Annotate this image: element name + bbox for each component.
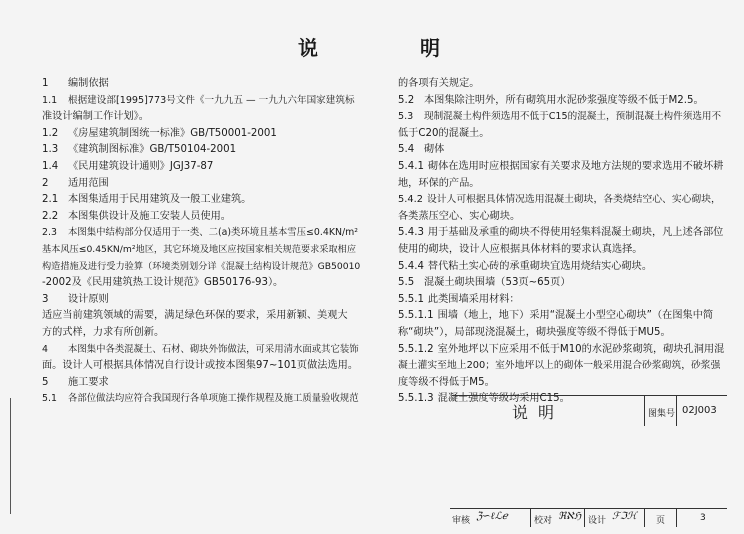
clause-text: 替代粘土实心砖的承重砌块宜选用烧结实心砌块。 [427,260,653,272]
review-label: 审核 [452,516,471,526]
clause-number: 5.5 [398,277,415,289]
text-line [42,259,360,276]
clause-number: 2 [42,177,49,189]
clause-number: 1.4 [42,160,59,172]
text-line [42,126,360,143]
clause-number: 5.5.1.3 [398,393,434,405]
clause-number: 2.2 [42,210,59,222]
clause-text: 《民用建筑设计通则》JGJ37-87 [68,160,214,172]
text-line [42,176,360,193]
clause-number: 5.4.3 [398,227,424,239]
clause-number: 5.3 [398,111,414,123]
clause-text: 用于基础及承重的砌块不得使用轻集料混凝土砌块，凡上述各部位 [427,227,724,239]
page-number: 3 [700,513,706,523]
atlas-no-value: 02J003 [682,405,717,416]
title-block-divider [676,396,677,426]
text-line [398,342,724,359]
clause-text: 本图集供设计及施工安装人员使用。 [68,210,231,222]
clause-text: 室外地坪以下应采用不低于M10的水泥砂浆砌筑，砌块孔洞用混 [437,343,725,355]
clause-text: 《房屋建筑制图统一标准》GB/T50001-2001 [68,127,277,139]
text-line [398,93,724,110]
clause-text: 施工要求 [68,376,109,388]
clause-text: 的各项有关规定。 [398,78,480,89]
clause-text: 混凝土强度等级均采用C15。 [437,393,570,405]
page-label: 页 [656,516,666,526]
text-line [42,342,360,359]
text-line [398,325,724,342]
text-line [42,225,360,242]
clause-number: 5.4.2 [398,194,423,206]
clause-text: 此类围墙采用材料： [427,293,520,305]
clause-text: 称“砌块”），局部现浇混凝土，砌块强度等级不得低于MU5。 [398,326,671,338]
clause-text: 使用的砌块，设计人应根据具体材料的要求认真选择。 [398,243,643,255]
text-line [42,159,360,176]
title-block-divider [644,396,645,426]
clause-text: -2002及《民用建筑热工设计规范》GB50176-93）。 [42,277,284,289]
clause-text: 现制混凝土构件须选用不低于C15的混凝土，预制混凝土构件须选用不 [424,111,722,123]
binding-margin-line [10,398,11,514]
clause-text: 本图集除注明外，所有砌筑用水泥砂浆强度等级不低于M2.5。 [424,94,704,106]
clause-number: 1.1 [42,94,58,106]
text-line [42,391,360,408]
clause-number: 5.1 [42,393,57,405]
check-signature: ℜℵℌ [558,511,582,522]
clause-text: 地，环保的产品。 [398,177,480,189]
text-line [398,375,724,392]
title-block-sheet-title: 说明 [512,403,565,422]
clause-number: 5 [42,376,49,388]
title-char-1: 说 [298,36,318,60]
title-char-2: 明 [420,36,440,60]
clause-text: 根据建设部[1995]773号文件《一九九五 — 一九九六年国家建筑标 [68,94,355,106]
clause-number: 5.2 [398,94,415,106]
text-line [42,375,360,392]
text-line [42,93,360,110]
text-line [42,76,360,93]
clause-text: 设计人可根据具体情况选用混凝土砌块，各类烧结空心、实心砌块， [426,194,721,206]
clause-text: 凝土灌实至地上200；室外地坪以上的砌体一般采用混合砂浆砌筑，砂浆强 [398,360,721,372]
text-line [42,292,360,309]
text-line [398,308,724,325]
clause-number: 5.4.1 [398,160,424,172]
clause-number: 5.4 [398,144,415,156]
page-title [0,32,744,60]
text-line [398,109,724,126]
text-line [42,209,360,226]
text-line [42,109,360,126]
signature-divider [584,509,585,527]
text-line [398,76,724,93]
text-line [42,142,360,159]
text-line [398,358,724,375]
clause-text: 方的式样，力求有所创新。 [42,326,165,338]
clause-number: 5.5.1 [398,293,424,305]
clause-text: 围墙（地上，地下）采用“混凝土小型空心砌块”（在图集中简 [437,310,714,322]
clause-text: 适用范围 [68,177,109,189]
clause-text: 适应当前建筑领域的需要，满足绿色环保的要求，采用新颖、美观大 [42,310,348,322]
clause-text: 各部位做法均应符合我国现行各单项施工操作规程及施工质量验收规范 [68,393,359,405]
clause-number: 4 [42,343,48,355]
signature-divider [530,509,531,527]
clause-text: 砌体 [424,144,445,156]
clause-number: 1.3 [42,144,59,156]
clause-number: 2.1 [42,194,59,206]
clause-text: 准设计编制工作计划》。 [42,111,149,123]
clause-number: 1 [42,78,49,89]
clause-text: 混凝土砌块围墙（53页~65页） [424,277,571,289]
clause-text: 面。设计人可根据具体情况自行设计或按本图集97~101页做法选用。 [42,360,359,372]
atlas-no-label: 图集号 [648,409,676,419]
right-column [398,76,724,408]
clause-text: 编制依据 [68,78,109,89]
text-line [398,126,724,143]
text-line [398,259,724,276]
design-label: 设计 [588,516,607,526]
clause-text: 构造措施及进行受力验算（环境类别划分详《混凝土结构设计规范》GB50010 [42,260,361,272]
text-line [398,209,724,226]
left-column [42,76,360,408]
text-line [398,225,724,242]
clause-text: 《建筑制图标准》GB/T50104-2001 [68,144,237,156]
text-line [398,242,724,259]
text-line [42,308,360,325]
text-line [42,275,360,292]
clause-number: 3 [42,293,49,305]
text-line [398,159,724,176]
clause-text: 本图集中各类混凝土、石材、砌块外饰做法，可采用清水面或其它装饰 [68,343,359,355]
clause-text: 度等级不得低于M5。 [398,376,495,388]
clause-number: 2.3 [42,227,57,239]
title-block-top-row [452,395,727,424]
text-line [42,358,360,375]
text-line [398,176,724,193]
clause-number: 5.5.1.2 [398,343,434,355]
text-line [42,325,360,342]
signature-divider [644,509,645,527]
text-line [398,275,724,292]
design-signature: ℱℑℋ [612,511,637,522]
text-line [42,242,360,259]
clause-text: 本图集适用于民用建筑及一般工业建筑。 [68,194,252,206]
clause-text: 设计原则 [68,293,109,305]
check-label: 校对 [534,516,553,526]
text-line [398,142,724,159]
clause-text: 基本风压≤0.45KN/m²地区，其它环境及地区应按国家相关规范要求采取相应 [42,243,357,255]
clause-number: 1.2 [42,127,59,139]
clause-text: 本图集中结构部分仅适用于一类、二(a)类环境且基本雪压≤0.4KN/m² [68,227,359,239]
clause-text: 砌体在选用时应根据国家有关要求及地方法规的要求选用不破坏耕 [427,160,724,172]
review-signature: ℨ∽ℓℒℯ [476,511,508,522]
clause-text: 各类蒸压空心、实心砌块。 [398,210,521,222]
clause-number: 5.4.4 [398,260,424,272]
text-line [398,192,724,209]
clause-text: 低于C20的混凝土。 [398,127,490,139]
signature-row [450,508,727,527]
text-line [398,292,724,309]
clause-number: 5.5.1.1 [398,310,434,322]
signature-divider [676,509,677,527]
text-line [42,192,360,209]
